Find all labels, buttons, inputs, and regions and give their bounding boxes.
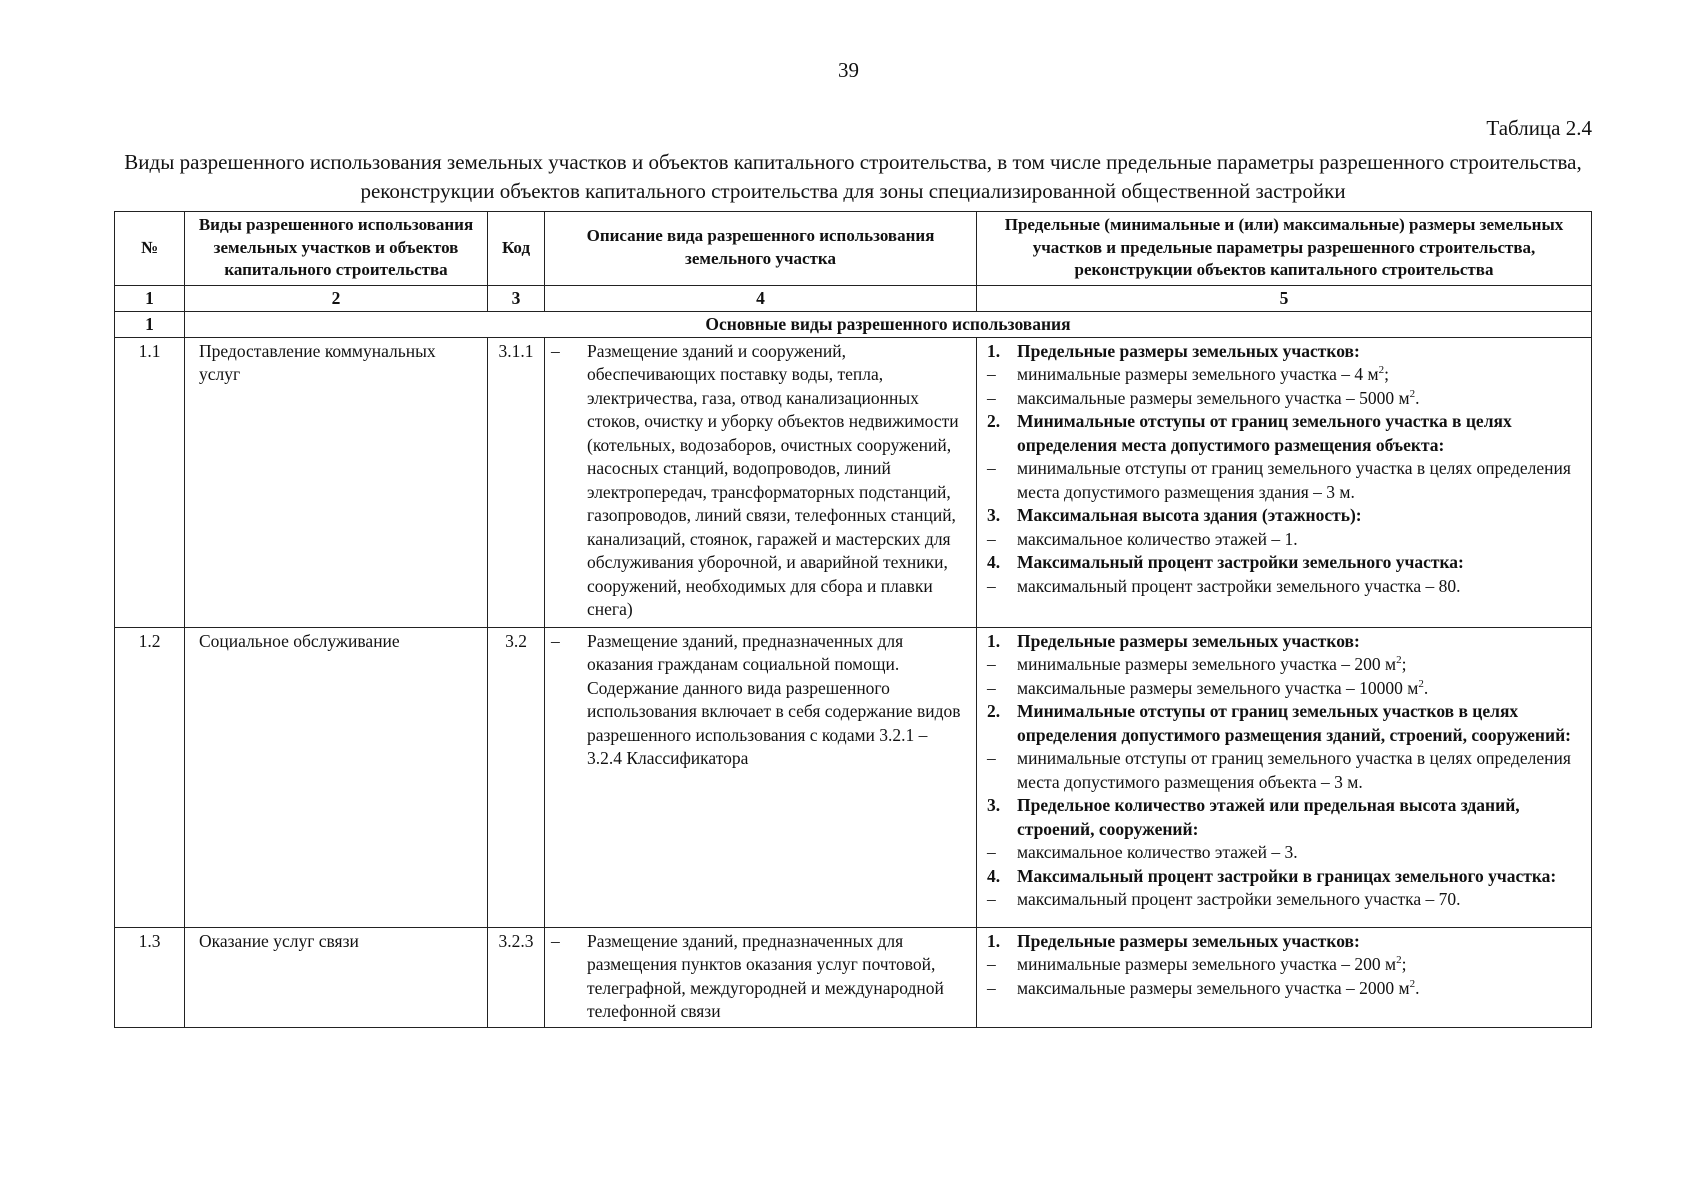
limit-text xyxy=(1017,653,1585,677)
limit-item xyxy=(987,387,1585,411)
superscript: 2 xyxy=(1396,954,1402,967)
limit-marker: 1. xyxy=(987,930,1001,951)
row-description xyxy=(545,627,977,927)
land-use-table xyxy=(114,211,1592,1028)
description-text: Размещение зданий и сооружений, обеспечивающих поставку воды, тепла, электричества, газа, отвод канализационных стоков, очистку и уборку объектов недвижимости (котельных, водозаборов, очистных сооружений, насосных станций, водопроводов, линий электропередач, трансформаторных подстанций, газопроводов, линий связи, телефонных станций, канализаций, стоянок, гаражей и мастерских для обслуживания уборочной, и аварийной техники, сооружений, необходимых для сбора и плавки снега) xyxy=(587,340,959,619)
limit-heading xyxy=(987,700,1585,747)
limit-item xyxy=(987,363,1585,387)
limit-heading xyxy=(987,504,1585,528)
superscript: 2 xyxy=(1418,677,1424,690)
limit-marker: – xyxy=(987,748,996,768)
limit-text-main: минимальные размеры земельного участка – 4 м xyxy=(1017,364,1379,384)
limit-marker: – xyxy=(987,575,996,596)
column-number: 3 xyxy=(488,285,545,311)
row-limits xyxy=(977,627,1592,927)
limit-item xyxy=(987,653,1585,677)
limit-marker: 3. xyxy=(987,505,1001,525)
limit-text-main: максимальное количество этажей – 3. xyxy=(1017,842,1298,862)
section-row xyxy=(115,311,1592,337)
table-caption: Виды разрешенного использования земельных участков и объектов капитального строительства, в том числе предельные параметры разрешенного строительства, реконструкции объектов капитального строительства для зоны специализированной общественной застройки xyxy=(124,150,1582,203)
limit-text-main: Предельные размеры земельных участков: xyxy=(1017,340,1360,361)
header-description: Описание вида разрешенного использования земельного участка xyxy=(545,212,977,286)
limit-marker: – xyxy=(987,458,996,478)
row-kind: Предоставление коммунальных услуг xyxy=(185,337,488,627)
limit-marker: 4. xyxy=(987,552,1001,572)
limit-item xyxy=(987,953,1585,977)
limit-text-tail: ; xyxy=(1384,364,1389,384)
limit-text-main: максимальный процент застройки земельного участка – 70. xyxy=(1017,889,1461,909)
table-row xyxy=(115,627,1592,927)
limit-marker: 1. xyxy=(987,340,1001,361)
limit-item xyxy=(987,457,1585,504)
section-title: Основные виды разрешенного использования xyxy=(185,311,1592,337)
list-dash: – xyxy=(551,930,560,951)
limit-marker: 3. xyxy=(987,795,1001,815)
row-code: 3.2.3 xyxy=(488,927,545,1027)
column-number: 2 xyxy=(185,285,488,311)
limit-text-main: максимальное количество этажей – 1. xyxy=(1017,528,1298,549)
limit-text-main: Минимальные отступы от границ земельных участков в целях определения допустимого размещения зданий, строений, сооружений: xyxy=(1017,701,1571,745)
header-code: Код xyxy=(488,212,545,286)
limit-text xyxy=(1017,504,1585,528)
row-number: 1.2 xyxy=(115,627,185,927)
list-dash: – xyxy=(551,630,560,651)
row-number: 1.3 xyxy=(115,927,185,1027)
header-limits: Предельные (минимальные и (или) максимальные) размеры земельных участков и предельные параметры разрешенного строительства, реконструкции объектов капитального строительства xyxy=(977,212,1592,286)
limit-text-main: Минимальные отступы от границ земельного участка в целях определения места допустимого размещения объекта: xyxy=(1017,411,1512,455)
limit-text xyxy=(1017,575,1585,599)
column-number: 5 xyxy=(977,285,1592,311)
header-num: № xyxy=(115,212,185,286)
limit-text-main: Максимальный процент застройки в границах земельного участка: xyxy=(1017,865,1557,886)
row-code: 3.2 xyxy=(488,627,545,927)
limit-text xyxy=(1017,841,1585,865)
limit-item xyxy=(987,747,1585,794)
limit-text-tail: . xyxy=(1415,977,1420,998)
description-text: Размещение зданий, предназначенных для размещения пунктов оказания услуг почтовой, телеграфной, междугородней и международной телефонной связи xyxy=(587,930,944,1021)
limit-heading xyxy=(987,410,1585,457)
limit-item xyxy=(987,575,1585,599)
limit-item xyxy=(987,677,1585,701)
row-description xyxy=(545,337,977,627)
limit-marker: 2. xyxy=(987,411,1001,431)
limit-marker: – xyxy=(987,677,996,698)
limit-text xyxy=(1017,551,1585,575)
limit-text-main: Предельное количество этажей или предельная высота зданий, строений, сооружений: xyxy=(1017,795,1520,839)
limit-text xyxy=(1017,363,1585,387)
limit-marker: – xyxy=(987,387,996,408)
limit-text-main: максимальные размеры земельного участка – 10000 м xyxy=(1017,677,1419,698)
limit-text-tail: ; xyxy=(1401,954,1407,974)
limit-text-main: максимальные размеры земельного участка – 5000 м xyxy=(1017,387,1410,408)
superscript: 2 xyxy=(1396,654,1402,667)
superscript: 2 xyxy=(1409,977,1416,990)
row-limits xyxy=(977,337,1592,627)
table-row xyxy=(115,927,1592,1027)
limit-text xyxy=(1017,865,1585,889)
limit-marker: – xyxy=(987,889,996,909)
limit-item xyxy=(987,888,1585,912)
limit-marker: – xyxy=(987,528,996,549)
limit-text-main: Предельные размеры земельных участков: xyxy=(1017,930,1360,951)
limit-marker: – xyxy=(987,654,996,674)
limit-text-main: максимальный процент застройки земельного участка – 80. xyxy=(1017,575,1461,596)
column-number-row xyxy=(115,285,1592,311)
limit-text-main: Максимальная высота здания (этажность): xyxy=(1017,505,1362,525)
superscript: 2 xyxy=(1409,387,1416,400)
table-row xyxy=(115,337,1592,627)
limit-heading xyxy=(987,930,1585,954)
row-kind: Оказание услуг связи xyxy=(185,927,488,1027)
header-kind: Виды разрешенного использования земельных участков и объектов капитального строительства xyxy=(185,212,488,286)
limit-text xyxy=(1017,930,1585,954)
limit-marker: – xyxy=(987,954,996,974)
limit-text-tail: . xyxy=(1423,677,1429,698)
limit-text-main: минимальные отступы от границ земельного участка в целях определения места допустимого размещения здания – 3 м. xyxy=(1017,458,1571,502)
limit-heading xyxy=(987,794,1585,841)
section-num: 1 xyxy=(115,311,185,337)
limit-text xyxy=(1017,977,1585,1001)
limit-text xyxy=(1017,410,1585,457)
limit-marker: 2. xyxy=(987,701,1001,721)
limit-item xyxy=(987,528,1585,552)
limit-heading xyxy=(987,630,1585,654)
limit-text xyxy=(1017,700,1585,747)
limit-text-main: Предельные размеры земельных участков: xyxy=(1017,630,1360,651)
page-number: 39 xyxy=(838,58,859,82)
header-row xyxy=(115,212,1592,286)
limit-heading xyxy=(987,865,1585,889)
limit-text-tail: ; xyxy=(1401,654,1407,674)
row-description xyxy=(545,927,977,1027)
limit-text xyxy=(1017,747,1585,794)
row-code: 3.1.1 xyxy=(488,337,545,627)
limit-marker: – xyxy=(987,364,996,384)
limit-text xyxy=(1017,888,1585,912)
column-number: 1 xyxy=(115,285,185,311)
limit-heading xyxy=(987,551,1585,575)
limit-text-main: минимальные размеры земельного участка – 200 м xyxy=(1017,954,1397,974)
limit-text-main: Максимальный процент застройки земельного участка: xyxy=(1017,552,1464,572)
limit-text-tail: . xyxy=(1415,387,1420,408)
limit-text-main: минимальные размеры земельного участка – 200 м xyxy=(1017,654,1397,674)
limit-marker: 4. xyxy=(987,865,1001,886)
limit-text xyxy=(1017,387,1585,411)
limit-text-main: минимальные отступы от границ земельного участка в целях определения места допустимого размещения объекта – 3 м. xyxy=(1017,748,1571,792)
table-label: Таблица 2.4 xyxy=(1486,116,1592,140)
limit-text xyxy=(1017,528,1585,552)
description-text: Размещение зданий, предназначенных для оказания гражданам социальной помощи. Содержание данного вида разрешенного использования включает в себя содержание видов разрешенного использования с кодами 3.2.1 – 3.2.4 Классификатора xyxy=(587,630,961,768)
limit-marker: – xyxy=(987,977,996,998)
row-kind: Социальное обслуживание xyxy=(185,627,488,927)
column-number: 4 xyxy=(545,285,977,311)
limit-text xyxy=(1017,953,1585,977)
list-dash: – xyxy=(551,340,560,361)
limit-text xyxy=(1017,630,1585,654)
row-number: 1.1 xyxy=(115,337,185,627)
limit-text xyxy=(1017,677,1585,701)
limit-marker: 1. xyxy=(987,630,1001,651)
limit-text xyxy=(1017,794,1585,841)
limit-item xyxy=(987,977,1585,1001)
limit-heading xyxy=(987,340,1585,364)
limit-text-main: максимальные размеры земельного участка – 2000 м xyxy=(1017,977,1410,998)
limit-text xyxy=(1017,457,1585,504)
limit-item xyxy=(987,841,1585,865)
limit-text xyxy=(1017,340,1585,364)
row-limits xyxy=(977,927,1592,1027)
superscript: 2 xyxy=(1378,364,1385,377)
limit-marker: – xyxy=(987,842,996,862)
